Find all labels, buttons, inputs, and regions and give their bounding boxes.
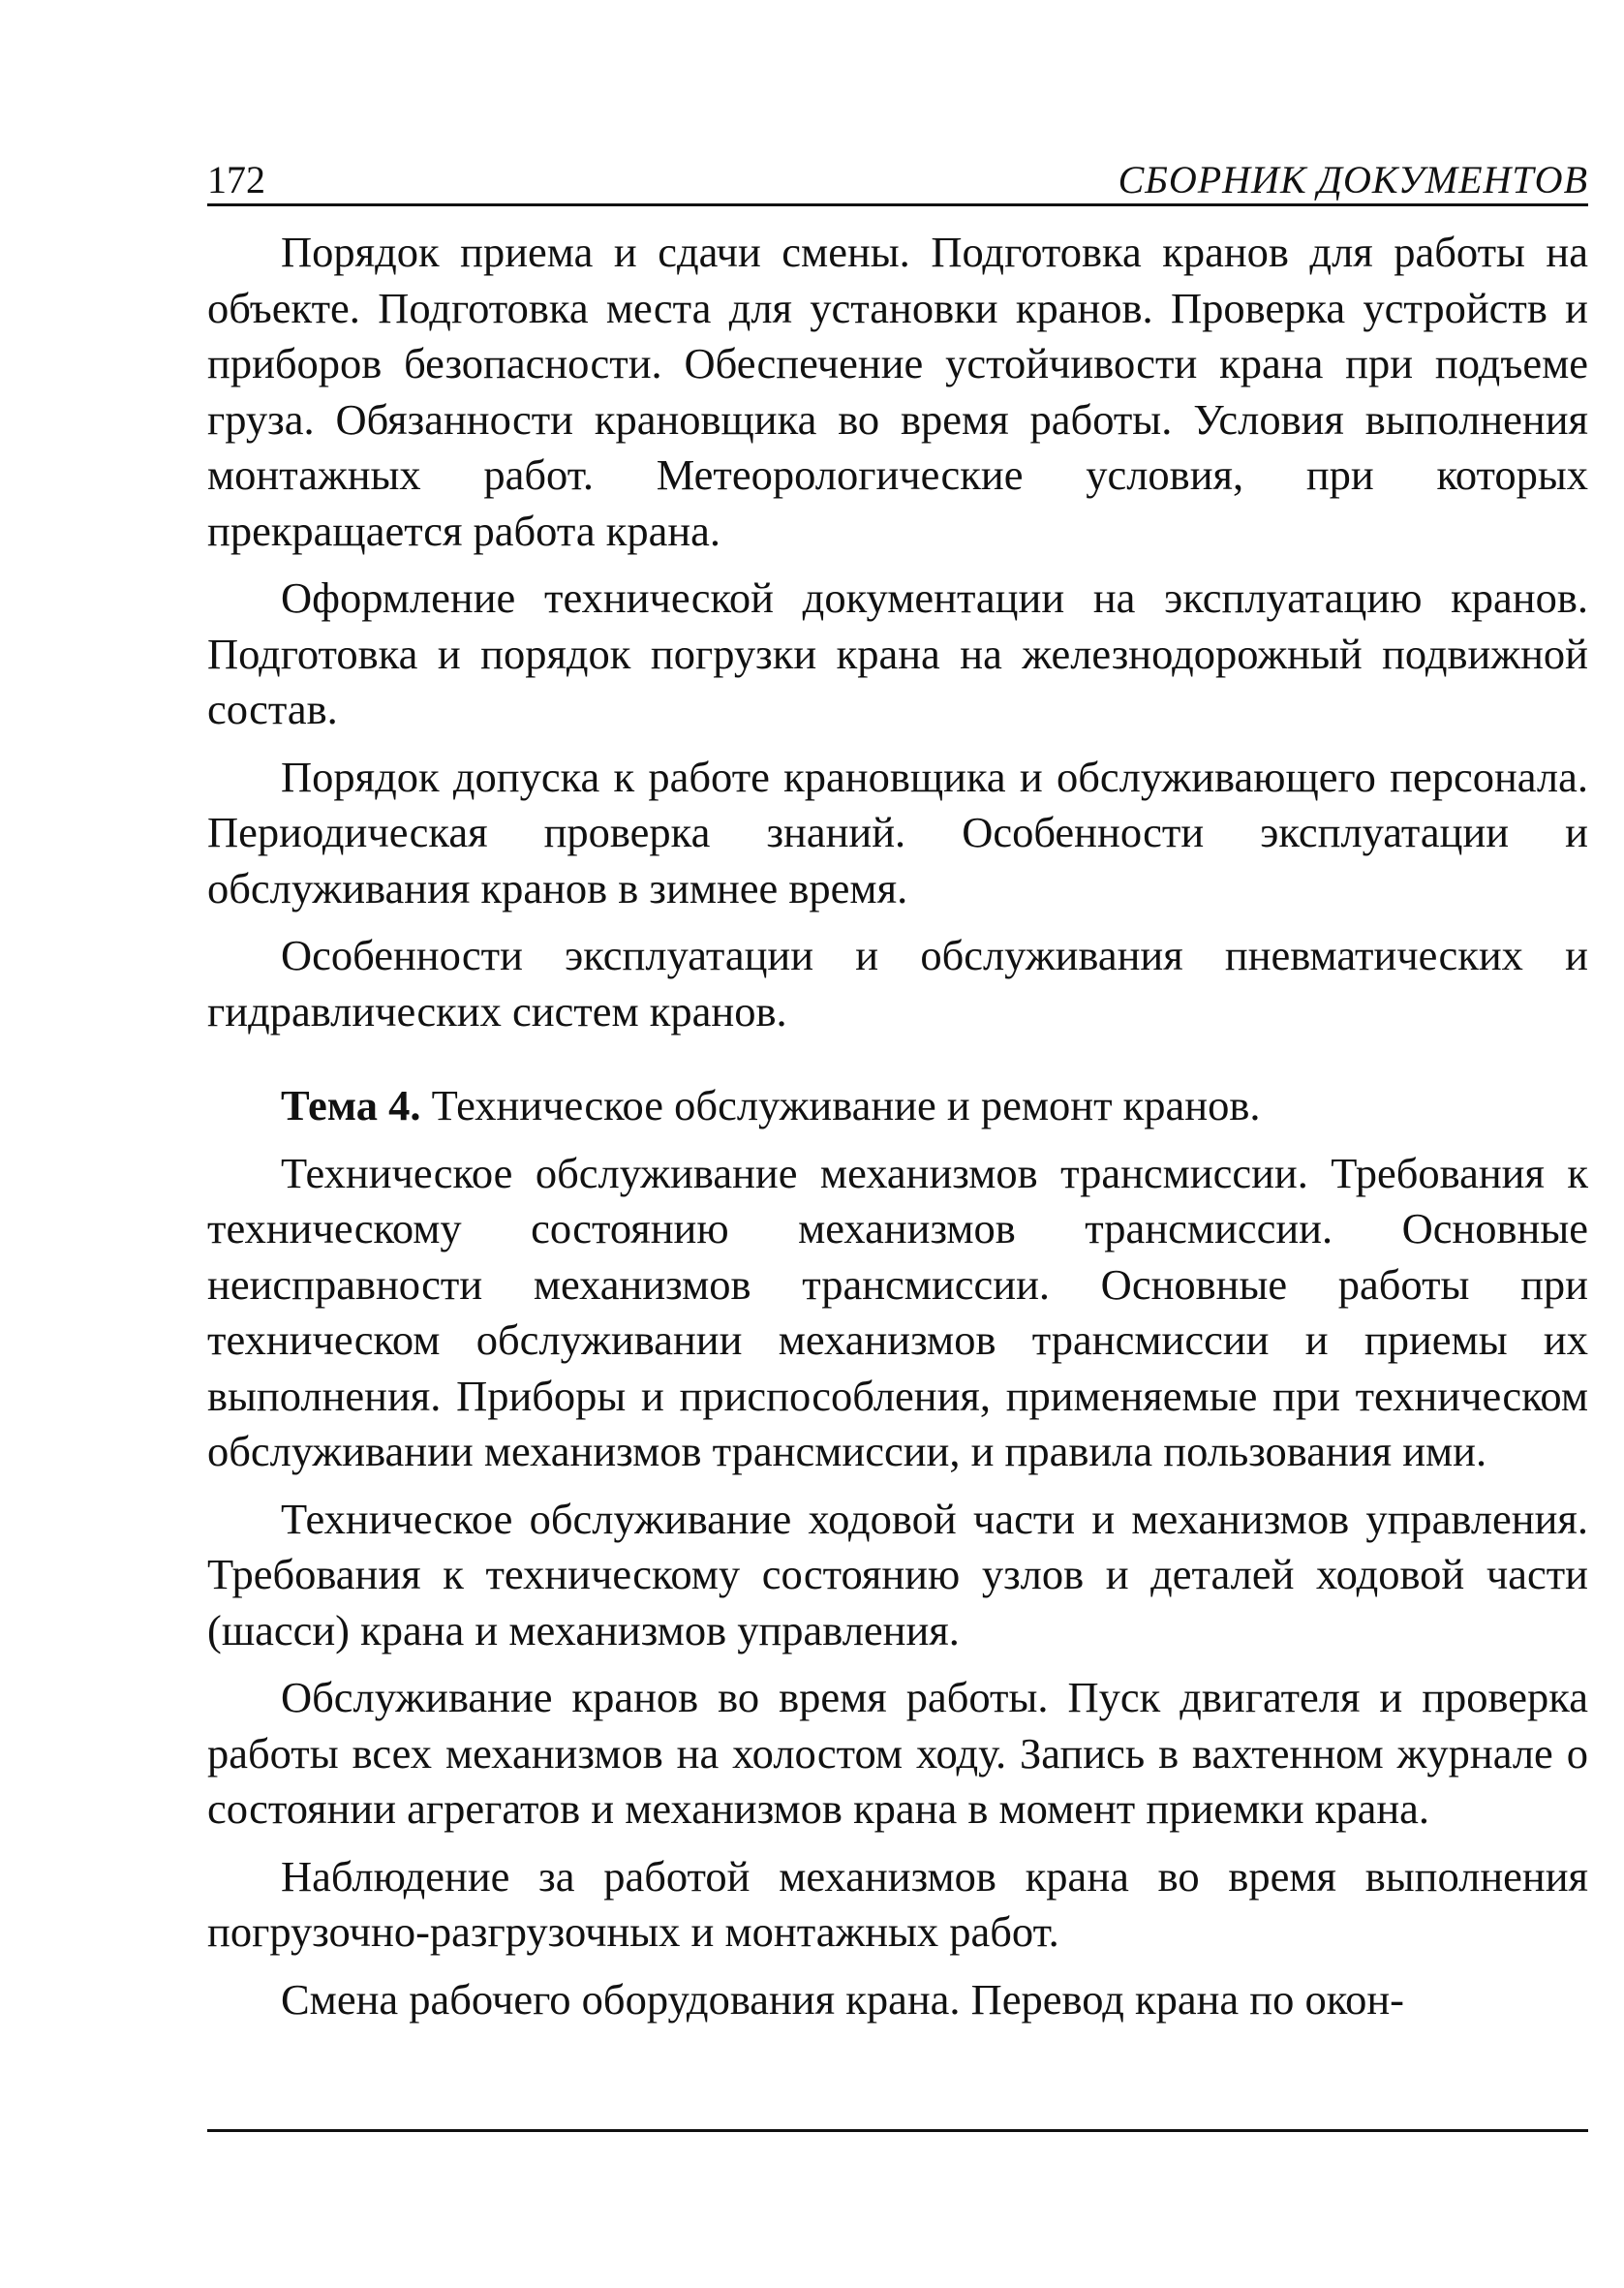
topic-label: Тема 4. bbox=[281, 1081, 421, 1129]
paragraph-equipment-change: Смена рабочего оборудования крана. Перевод крана по окон- bbox=[281, 1974, 1404, 2024]
topic-heading bbox=[207, 1078, 1588, 1134]
paragraph-admission: Порядок допуска к работе крановщика и обслуживающего персонала. Периодическая проверка знаний. Особенности эксплуатации и обслуживания кранов в зимнее время. bbox=[207, 752, 1588, 912]
page-number: 172 bbox=[207, 158, 265, 201]
paragraph-documentation: Оформление технической документации на эксплуатацию кранов. Подготовка и порядок погрузки крана на железнодорожный подвижной состав. bbox=[207, 573, 1588, 733]
page-header bbox=[207, 145, 1588, 206]
running-title: СБОРНИК ДОКУМЕНТОВ bbox=[1118, 158, 1588, 201]
paragraph-pneumatic-hydraulic: Особенности эксплуатации и обслуживания пневматических и гидравлических систем кранов. bbox=[207, 931, 1588, 1036]
text-body bbox=[207, 225, 1588, 2039]
paragraph-shift-handover: Порядок приема и сдачи смены. Подготовка кранов для работы на объекте. Подготовка места для установки кранов. Проверка устройств и приборов безопасности. Обеспечение устойчивости крана при подъеме груза. Обязанности крановщика во время работы. Условия выполнения монтажных работ. Метеорологические условия, при которых прекращается работа крана. bbox=[207, 228, 1588, 555]
footer-rule bbox=[207, 2129, 1588, 2132]
paragraph-monitoring: Наблюдение за работой механизмов крана во время выполнения погрузочно-разгрузочных и монтажных работ. bbox=[207, 1851, 1588, 1956]
paragraph-operation-service: Обслуживание кранов во время работы. Пуск двигателя и проверка работы всех механизмов на холостом ходу. Запись в вахтенном журнале о состоянии агрегатов и механизмов крана в момент приемки крана. bbox=[207, 1673, 1588, 1833]
paragraph-transmission: Техническое обслуживание механизмов трансмиссии. Требования к техническому состоянию механизмов трансмиссии. Основные неисправности механизмов трансмиссии. Основные работы при техническом обслуживании механизмов трансмиссии и приемы их выполнения. Приборы и приспособления, применяемые при техническом обслуживании механизмов трансмиссии, и правила пользования ими. bbox=[207, 1148, 1588, 1475]
topic-title: Техническое обслуживание и ремонт кранов. bbox=[420, 1081, 1261, 1129]
paragraph-chassis: Техническое обслуживание ходовой части и механизмов управления. Требования к техническому состоянию узлов и деталей ходовой части (шасси) крана и механизмов управления. bbox=[207, 1494, 1588, 1654]
